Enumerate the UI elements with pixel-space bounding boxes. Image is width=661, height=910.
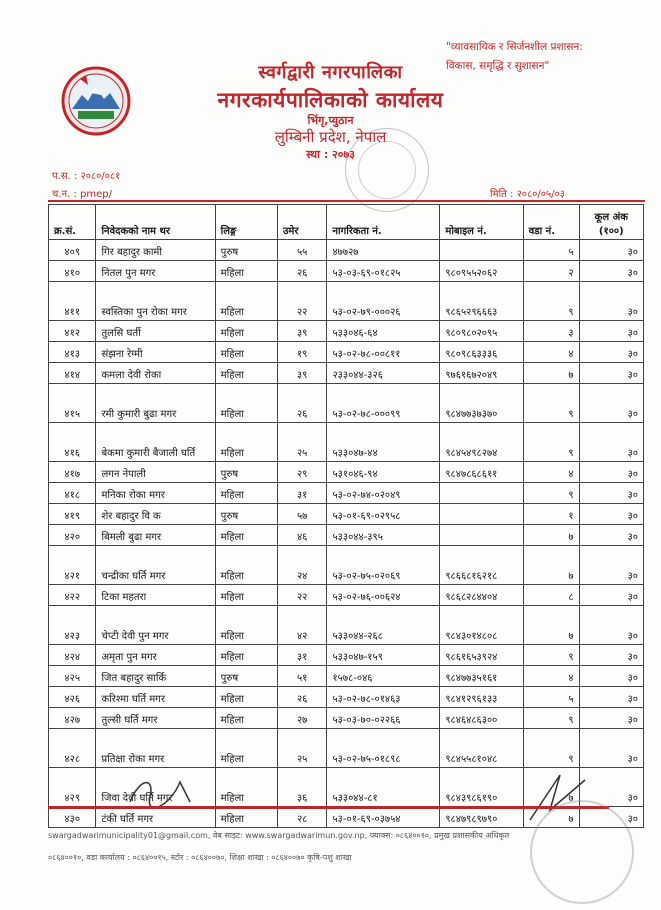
cell-ward: ९ (523, 708, 579, 729)
cell-serial: ४१३ (49, 342, 96, 363)
cell-ward: ४ (523, 666, 579, 687)
table-row (49, 687, 644, 708)
cell-ward: १ (523, 504, 579, 525)
cell-total-marks: ३० (579, 687, 643, 708)
cell-ward: ७ (523, 807, 579, 828)
cell-citizenship: ५३३०४४-३९५ (327, 525, 440, 546)
cell-gender: महिला (215, 261, 277, 282)
cell-mobile: ९८०९८६३३३६ (440, 342, 523, 363)
col-header-citizenship: नागरिकता नं. (327, 205, 440, 240)
cell-ward: ९ (523, 423, 579, 462)
cell-gender: महिला (215, 384, 277, 423)
cell-serial: ४२७ (49, 708, 96, 729)
cell-age: ३९ (277, 321, 327, 342)
cell-total-marks: ३० (579, 546, 643, 585)
cell-mobile: ९८०९५५२०६२ (440, 261, 523, 282)
cell-citizenship: ५३-०२-७८-०१४६३ (327, 687, 440, 708)
table-row (49, 645, 644, 666)
cell-mobile (440, 504, 523, 525)
cell-name: तुल्सी घर्ति मगर (96, 708, 215, 729)
cell-gender: महिला (215, 321, 277, 342)
cell-total-marks: ३० (579, 321, 643, 342)
table-row (49, 504, 644, 525)
cell-serial: ४१० (49, 261, 96, 282)
cell-citizenship: ५३-०२-७४-०२०४९ (327, 483, 440, 504)
cell-ward: ७ (523, 768, 579, 807)
office-stamp-inner (358, 141, 416, 199)
cell-name: टंकी घर्ति मगर (96, 807, 215, 828)
cell-gender: महिला (215, 585, 277, 606)
cell-gender: पुरुष (215, 666, 277, 687)
cell-citizenship: २३३०४४-३२६ (327, 363, 440, 384)
cell-total-marks: ३० (579, 363, 643, 384)
col-header-serial: क्र.सं. (49, 205, 96, 240)
cell-serial: ४२५ (49, 666, 96, 687)
table-body (49, 240, 644, 828)
cell-citizenship: ५३३०४७-१५९ (327, 645, 440, 666)
table-row (49, 384, 644, 423)
cell-citizenship: ५३-०२-७६-००६२४ (327, 585, 440, 606)
cell-gender: महिला (215, 546, 277, 585)
col-header-ward: वडा नं. (523, 205, 579, 240)
cell-ward: ४ (523, 342, 579, 363)
cell-mobile: ९८६१६५३९२४ (440, 645, 523, 666)
cell-name: चन्द्रीका घर्ति मगर (96, 546, 215, 585)
letter-chn-number: च.न. : pmep/ (52, 189, 112, 200)
col-header-mobile: मोबाइल नं. (440, 205, 523, 240)
cell-name: लगन नेपाली (96, 462, 215, 483)
cell-mobile: ९८४५५८१०४८ (440, 729, 523, 768)
cell-serial: ४२८ (49, 729, 96, 768)
cell-total-marks: ३० (579, 282, 643, 321)
cell-age: २८ (277, 807, 327, 828)
office-location: भिंगृ,प्युठान (307, 114, 354, 127)
cell-name: संझना रेग्मी (96, 342, 215, 363)
cell-ward: ४ (523, 462, 579, 483)
cell-mobile: ९८६८२८४४०४ (440, 585, 523, 606)
cell-citizenship: ५३३०४४-८१ (327, 768, 440, 807)
cell-gender: महिला (215, 423, 277, 462)
table-row (49, 261, 644, 282)
cell-name: कमला देवी रोका (96, 363, 215, 384)
table-row (49, 462, 644, 483)
cell-total-marks: ३० (579, 462, 643, 483)
cell-mobile (440, 525, 523, 546)
cell-citizenship: ५३-०२-७५-०२०६९ (327, 546, 440, 585)
province-name: लुम्बिनी प्रदेश, नेपाल (274, 128, 387, 146)
cell-gender: महिला (215, 768, 277, 807)
footer-divider (48, 806, 609, 809)
cell-name: अमृता पुन मगर (96, 645, 215, 666)
cell-serial: ४२९ (49, 768, 96, 807)
cell-ward: ९ (523, 483, 579, 504)
cell-serial: ४३० (49, 807, 96, 828)
cell-gender: महिला (215, 342, 277, 363)
cell-name: नितल पुन मगर (96, 261, 215, 282)
cell-total-marks: ३० (579, 768, 643, 807)
cell-age: ४२ (277, 606, 327, 645)
cell-ward: ९ (523, 645, 579, 666)
slogan-line2: विकास, समृद्धि र सुशासन" (446, 60, 550, 72)
cell-ward: ३ (523, 321, 579, 342)
cell-age: ५५ (277, 240, 327, 261)
table-row (49, 729, 644, 768)
cell-name: टिका महतरा (96, 585, 215, 606)
cell-mobile: ९८४५४९८२७४ (440, 423, 523, 462)
cell-mobile: ९७६१६७२०४९ (440, 363, 523, 384)
cell-age: ३९ (277, 363, 327, 384)
cell-mobile: ९८४७९८९७९० (440, 807, 523, 828)
applicant-table (48, 204, 644, 828)
cell-name: तुलसि घर्ती (96, 321, 215, 342)
cell-ward: ५ (523, 240, 579, 261)
cell-citizenship: ५३३०४४-२६८ (327, 606, 440, 645)
col-header-total-marks: कूल अंक (१००) (579, 205, 643, 240)
cell-gender: महिला (215, 645, 277, 666)
cell-mobile: ९८४७८६८६११ (440, 462, 523, 483)
cell-name: बिमली बुढा मगर (96, 525, 215, 546)
office-name: नगरकार्यपालिकाको कार्यालय (217, 88, 444, 112)
cell-age: २६ (277, 261, 327, 282)
cell-age: २४ (277, 546, 327, 585)
table-row (49, 525, 644, 546)
cell-serial: ४१८ (49, 483, 96, 504)
table-row (49, 546, 644, 585)
cell-total-marks: ३० (579, 585, 643, 606)
cell-gender: महिला (215, 729, 277, 768)
cell-mobile: ९८४७७३५१६१ (440, 666, 523, 687)
letter-date: मिति : २०८०/०५/०३ (490, 189, 565, 200)
table-header-row (49, 205, 644, 240)
cell-gender: पुरुष (215, 462, 277, 483)
cell-ward: ७ (523, 525, 579, 546)
cell-serial: ४२३ (49, 606, 96, 645)
cell-age: २६ (277, 384, 327, 423)
cell-citizenship: ५३-०२-७८-०००९९ (327, 384, 440, 423)
cell-age: ४६ (277, 525, 327, 546)
cell-age: २२ (277, 585, 327, 606)
col-header-age: उमेर (277, 205, 327, 240)
cell-serial: ४२६ (49, 687, 96, 708)
table-row (49, 666, 644, 687)
cell-gender: महिला (215, 606, 277, 645)
cell-name: मनिका रोका मगर (96, 483, 215, 504)
cell-name: शेर बहादुर वि क (96, 504, 215, 525)
cell-serial: ४१४ (49, 363, 96, 384)
col-header-name: निवेदकको नाम थर (96, 205, 215, 240)
cell-gender: महिला (215, 807, 277, 828)
cell-mobile: ९८४७७३७३७० (440, 384, 523, 423)
cell-name: करिश्मा घर्ति मगर (96, 687, 215, 708)
col-header-gender: लिङ्ग (215, 205, 277, 240)
cell-age: ३१ (277, 645, 327, 666)
header-divider (48, 200, 645, 202)
cell-total-marks: ३० (579, 606, 643, 645)
cell-ward: ९ (523, 384, 579, 423)
cell-total-marks: ३० (579, 483, 643, 504)
table-row (49, 606, 644, 645)
cell-mobile: ९८४३०१४८०८ (440, 606, 523, 645)
cell-mobile: ९८४३९८६१९० (440, 768, 523, 807)
cell-age: २२ (277, 282, 327, 321)
cell-citizenship: ५३-०२-७८-००८११ (327, 342, 440, 363)
cell-name: प्रतिक्षा रोका मगर (96, 729, 215, 768)
cell-age: ५१ (277, 666, 327, 687)
established-year: स्था : २०७३ (306, 148, 355, 161)
cell-serial: ४१६ (49, 423, 96, 462)
cell-ward: ५ (523, 687, 579, 708)
table-row (49, 342, 644, 363)
cell-citizenship: १५७८-०४६ (327, 666, 440, 687)
cell-serial: ४१२ (49, 321, 96, 342)
footer-contact-line2: ०८६४००१०, वडा कार्यालय : ०८६४००१५, स्टोर : ०८६४००७०, शिक्षा शाखा : ०८६४००७० कृषि-पशु शाखा (48, 853, 352, 862)
cell-ward: ९ (523, 282, 579, 321)
cell-name: रमी कुमारी बुढा मगर (96, 384, 215, 423)
cell-total-marks: ३० (579, 261, 643, 282)
cell-citizenship: ५३-०२-७९-०००२६ (327, 282, 440, 321)
cell-gender: महिला (215, 282, 277, 321)
cell-serial: ४१९ (49, 504, 96, 525)
cell-gender: महिला (215, 687, 277, 708)
cell-total-marks: ३० (579, 645, 643, 666)
cell-age: १९ (277, 342, 327, 363)
cell-mobile: ९८६६८१६२१८ (440, 546, 523, 585)
cell-age: २९ (277, 462, 327, 483)
cell-age: ३६ (277, 768, 327, 807)
cell-serial: ४११ (49, 282, 96, 321)
cell-total-marks: ३० (579, 729, 643, 768)
cell-citizenship: ५३१०४६-९४ (327, 462, 440, 483)
cell-citizenship: ५३-०३-६९-०१८२५ (327, 261, 440, 282)
cell-total-marks: ३० (579, 666, 643, 687)
municipality-name: स्वर्गद्वारी नगरपालिका (258, 62, 403, 83)
cell-ward: ९ (523, 729, 579, 768)
cell-serial: ४२० (49, 525, 96, 546)
cell-serial: ४१५ (49, 384, 96, 423)
table-row (49, 282, 644, 321)
cell-name: चेप्टी देवी पुन मगर (96, 606, 215, 645)
cell-total-marks: ३० (579, 423, 643, 462)
cell-total-marks: ३० (579, 384, 643, 423)
cell-name: जित बहादुर सार्कि (96, 666, 215, 687)
table-row (49, 423, 644, 462)
cell-gender: महिला (215, 483, 277, 504)
table-row (49, 585, 644, 606)
cell-citizenship: ५३३०४६-६४ (327, 321, 440, 342)
letter-ps-number: प.स. : २०८०/०८१ (52, 171, 121, 182)
cell-total-marks: ३० (579, 342, 643, 363)
cell-citizenship: ५३३०४७-४४ (327, 423, 440, 462)
cell-mobile: ९८४१२९६१३३ (440, 687, 523, 708)
cell-total-marks: ३० (579, 525, 643, 546)
cell-age: ५७ (277, 504, 327, 525)
cell-serial: ४२२ (49, 585, 96, 606)
cell-total-marks: ३० (579, 504, 643, 525)
cell-name: बेकमा कुमारी बैजाली घर्ति (96, 423, 215, 462)
cell-age: २७ (277, 708, 327, 729)
cell-gender: पुरुष (215, 240, 277, 261)
cell-total-marks: ३० (579, 708, 643, 729)
cell-age: २६ (277, 687, 327, 708)
cell-gender: महिला (215, 363, 277, 384)
table-row (49, 321, 644, 342)
cell-name: जिवा देवी घर्ति मगर (96, 768, 215, 807)
cell-ward: ८ (523, 585, 579, 606)
cell-name: गिर बहादुर कामी (96, 240, 215, 261)
table-row (49, 240, 644, 261)
cell-age: २५ (277, 423, 327, 462)
table-row (49, 363, 644, 384)
cell-serial: ४१७ (49, 462, 96, 483)
cell-citizenship: ५३-०१-६९-०२९५८ (327, 504, 440, 525)
cell-age: २५ (277, 729, 327, 768)
cell-gender: पुरुष (215, 504, 277, 525)
cell-total-marks: ३० (579, 807, 643, 828)
cell-total-marks: ३० (579, 240, 643, 261)
table-row (49, 708, 644, 729)
cell-mobile: ९८०९८०२०९५ (440, 321, 523, 342)
cell-name: स्वस्तिका पुन रोका मगर (96, 282, 215, 321)
cell-gender: महिला (215, 525, 277, 546)
cell-citizenship: ४७७२७ (327, 240, 440, 261)
cell-ward: ७ (523, 606, 579, 645)
cell-mobile: ९८६५२९६६६३ (440, 282, 523, 321)
cell-serial: ४२४ (49, 645, 96, 666)
cell-gender: महिला (215, 708, 277, 729)
cell-mobile: ९८४६४८६३०० (440, 708, 523, 729)
cell-age: ३१ (277, 483, 327, 504)
cell-citizenship: ५३-०३-७०-०२२६६ (327, 708, 440, 729)
cell-serial: ४२१ (49, 546, 96, 585)
footer-contact-line1: swargadwarimunicipality01@gmail.com, वेब साइट: www.swargadwarimun.gov.np, फ्याक्स: ०८६४००१०, प्रमुख प्रशासकीय अधिकृत (48, 831, 510, 840)
cell-serial: ४०९ (49, 240, 96, 261)
cell-ward: २ (523, 261, 579, 282)
cell-citizenship: ५३-०१-६९-०३७५४ (327, 807, 440, 828)
cell-mobile (440, 240, 523, 261)
table-row (49, 483, 644, 504)
cell-mobile (440, 483, 523, 504)
officer-stamp (530, 800, 634, 904)
cell-citizenship: ५३-०२-७५-०१८९८ (327, 729, 440, 768)
cell-ward: ७ (523, 363, 579, 384)
cell-ward: ७ (523, 546, 579, 585)
slogan-line1: "व्यावसायिक र सिर्जनशील प्रशासन: (446, 41, 583, 53)
